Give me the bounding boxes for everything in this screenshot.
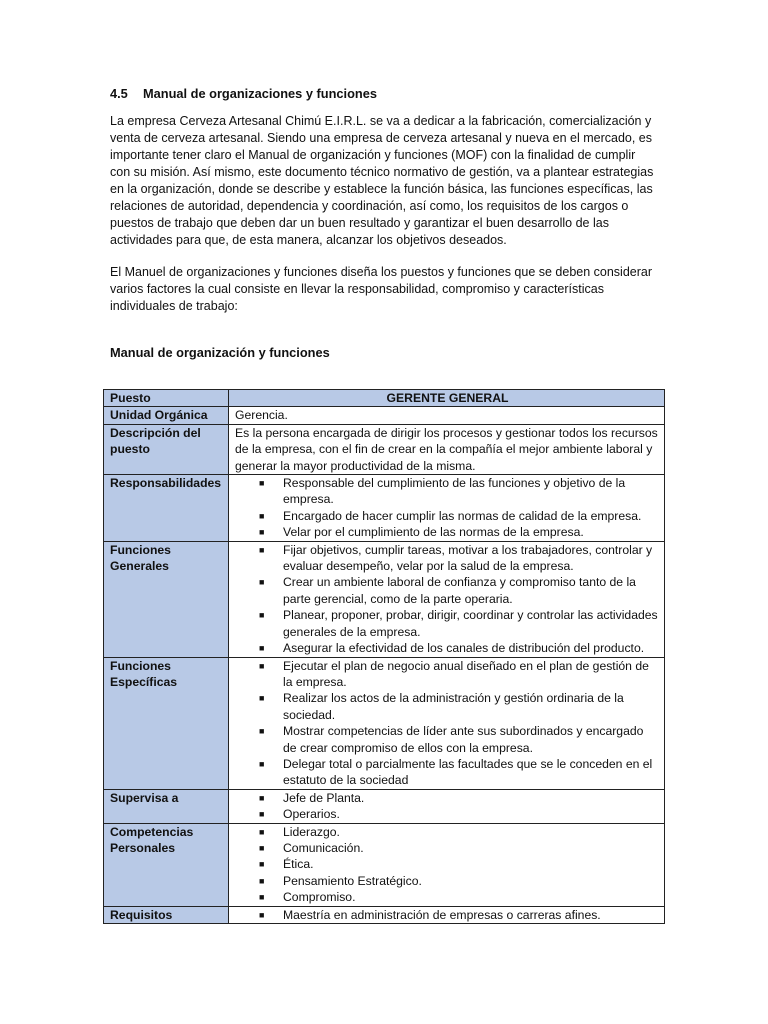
list-item-text: Ejecutar el plan de negocio anual diseñado en el plan de gestión de la empresa. [283, 658, 649, 689]
list-item [259, 840, 660, 856]
bullet-list [235, 658, 660, 789]
row-value [229, 657, 665, 789]
list-item-text: Encargado de hacer cumplir las normas de calidad de la empresa. [283, 508, 642, 523]
list-item [259, 856, 660, 872]
list-item-text: Delegar total o parcialmente las facultades que se le conceden en el estatuto de la sociedad [283, 756, 653, 788]
unidad-value: Gerencia. [229, 407, 665, 424]
list-item-text: Asegurar la efectividad de los canales de distribución del producto. [283, 641, 645, 656]
list-item-text: Ética. [283, 857, 314, 872]
row-label: Supervisa a [104, 789, 229, 823]
row-label: Competencias Personales [104, 823, 229, 906]
bullet-icon: ■ [259, 544, 265, 555]
bullet-list [235, 542, 660, 657]
puesto-label: Puesto [104, 390, 229, 407]
row-value [229, 823, 665, 906]
list-item-text: Maestría en administración de empresas o carreras afines. [283, 907, 601, 922]
list-item-text: Pensamiento Estratégico. [283, 873, 422, 888]
list-item-text: Crear un ambiente laboral de confianza y compromiso tanto de la parte gerencial, como de la parte operaria. [283, 575, 636, 606]
list-item [259, 658, 660, 691]
bullet-icon: ■ [259, 527, 265, 538]
list-item [259, 574, 660, 607]
row-label: Responsabilidades [104, 475, 229, 542]
bullet-icon: ■ [259, 660, 265, 671]
row-value [229, 475, 665, 542]
list-item [259, 756, 660, 789]
bullet-icon: ■ [259, 842, 265, 853]
list-item [259, 907, 660, 923]
list-item [259, 723, 660, 756]
bullet-icon: ■ [259, 758, 265, 769]
list-item-text: Realizar los actos de la administración y gestión ordinaria de la sociedad. [283, 691, 624, 722]
row-value [229, 906, 665, 923]
table-row [104, 475, 665, 542]
list-item [259, 508, 660, 524]
section-number: 4.5 [110, 86, 128, 101]
bullet-icon: ■ [259, 792, 265, 803]
bullet-icon: ■ [259, 510, 265, 521]
mof-paragraph: El Manuel de organizaciones y funciones diseña los puestos y funciones que se deben considerar varios factores la cual consiste en llevar la responsabilidad, compromiso y características individuales de trabajo: [110, 265, 653, 313]
bullet-icon: ■ [259, 875, 265, 886]
list-item [259, 824, 660, 840]
list-item [259, 806, 660, 822]
bullet-icon: ■ [259, 892, 265, 903]
list-item [259, 607, 660, 640]
bullet-icon: ■ [259, 643, 265, 654]
table-row [104, 541, 665, 657]
bullet-icon: ■ [259, 859, 265, 870]
descripcion-label: Descripción del puesto [104, 424, 229, 474]
puesto-value: GERENTE GENERAL [229, 390, 665, 407]
table-row [104, 789, 665, 823]
list-item-text: Planear, proponer, probar, dirigir, coordinar y controlar las actividades generales de la empresa. [283, 608, 658, 639]
list-item-text: Velar por el cumplimiento de las normas de la empresa. [283, 525, 584, 540]
row-label: Funciones Generales [104, 541, 229, 657]
list-item [259, 542, 660, 575]
list-item-text: Mostrar competencias de líder ante sus subordinados y encargado de crear compromiso de ellos con la empresa. [283, 724, 644, 755]
bullet-icon: ■ [259, 478, 265, 489]
table-row [104, 657, 665, 789]
bullet-list [235, 475, 660, 541]
intro-paragraph: La empresa Cerveza Artesanal Chimú E.I.R.L. se va a dedicar a la fabricación, comercialización y venta de cerveza artesanal. Siendo una empresa de cerveza artesanal y nueva en el mercado, es importante tener claro el Manual de organización y funciones (MOF) con la finalidad de cumplir con su misión. Así mismo, este documento técnico normativo de gestión, va a plantear estrategias en la organización, donde se describe y establece la función básica, las funciones específicas, las relaciones de autoridad, dependencia y coordinación, así como, los requisitos de los cargos o puestos de trabajo que deben dar un buen resultado y garantizar el buen desarrollo de las actividades para que, de esta manera, alcanzar los objetivos deseados. [110, 114, 654, 247]
list-item-text: Operarios. [283, 807, 340, 822]
list-item-text: Liderazgo. [283, 824, 340, 839]
bullet-icon: ■ [259, 726, 265, 737]
bullet-icon: ■ [259, 909, 265, 920]
list-item [259, 690, 660, 723]
descripcion-value: Es la persona encargada de dirigir los procesos y gestionar todos los recursos de la empresa, con el fin de crear en la compañía el mejor ambiente laboral y generar la mayor productividad de la misma. [229, 424, 665, 474]
bullet-icon: ■ [259, 610, 265, 621]
list-item-text: Jefe de Planta. [283, 790, 365, 805]
list-item [259, 475, 660, 508]
table-row [104, 906, 665, 923]
table-subtitle: Manual de organización y funciones [110, 345, 330, 360]
bullet-list [235, 790, 660, 823]
list-item [259, 873, 660, 889]
table-row-descripcion [104, 424, 665, 474]
row-label: Funciones Específicas [104, 657, 229, 789]
bullet-icon: ■ [259, 577, 265, 588]
row-value [229, 541, 665, 657]
list-item-text: Comunicación. [283, 840, 364, 855]
mof-table [103, 389, 665, 924]
table-row-unidad [104, 407, 665, 424]
list-item [259, 790, 660, 806]
bullet-icon: ■ [259, 693, 265, 704]
bullet-icon: ■ [259, 826, 265, 837]
unidad-label: Unidad Orgánica [104, 407, 229, 424]
section-title: Manual de organizaciones y funciones [143, 86, 377, 101]
table-row [104, 823, 665, 906]
list-item [259, 640, 660, 656]
list-item-text: Responsable del cumplimiento de las funciones y objetivo de la empresa. [283, 476, 626, 507]
bullet-list [235, 907, 660, 923]
list-item-text: Compromiso. [283, 890, 356, 905]
list-item [259, 524, 660, 540]
bullet-icon: ■ [259, 809, 265, 820]
list-item-text: Fijar objetivos, cumplir tareas, motivar a los trabajadores, controlar y evaluar desempeño, velar por la salud de la empresa. [283, 542, 653, 574]
list-item [259, 889, 660, 905]
row-label: Requisitos [104, 906, 229, 923]
section-heading [110, 86, 377, 101]
bullet-list [235, 824, 660, 906]
table-header-row [104, 390, 665, 407]
row-value [229, 789, 665, 823]
